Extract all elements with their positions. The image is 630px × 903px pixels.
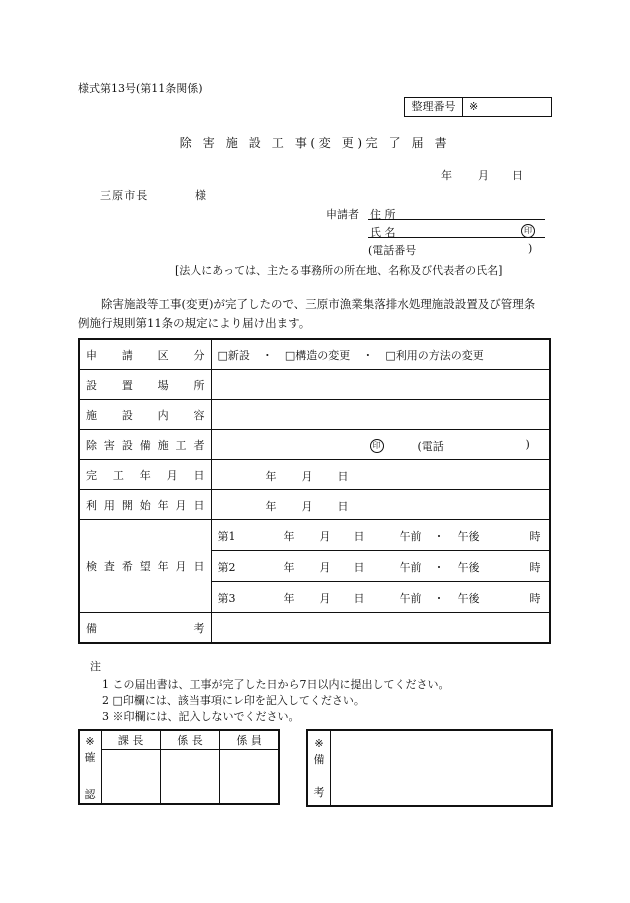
ampm-sep: ・ [433,592,445,605]
am-label: 午前 [399,592,422,605]
label-char: 設 [121,438,133,452]
completion-row [79,460,550,490]
label-char: 場 [157,378,169,392]
label-char: 内 [157,408,169,422]
address-underline[interactable] [368,219,545,220]
year-unit: 年 [283,561,295,574]
category-label [79,339,211,370]
usage-date[interactable] [211,490,550,520]
label-char: 施 [157,438,169,452]
inspection-ordinal: 第1 [217,530,236,543]
contractor-field[interactable] [211,430,550,460]
year-unit: 年 [265,470,277,483]
name-label: 氏 名 [370,226,396,239]
seal-icon: 印 [521,224,535,238]
day-unit: 日 [353,530,365,543]
date-year[interactable]: 年 [441,169,452,182]
corporate-note: [法人にあっては、主たる事務所の所在地、名称及び代表者の氏名] [175,264,503,277]
notes-heading: 注 [90,660,101,673]
note-item: 1 この届出書は、工事が完了した日から7日以内に提出してください。 [102,678,450,691]
date-month[interactable]: 月 [478,169,489,182]
applicant-stamp [521,223,535,238]
label-char: 年 [157,498,169,512]
location-field[interactable] [211,370,550,400]
pm-label: 午後 [457,530,480,543]
label-char: 工 [112,468,124,482]
confirm-mark: ※ [85,735,95,748]
label-char: 日 [193,498,205,512]
applicant-label: 申請者 [326,208,359,221]
label-char: 用 [103,498,115,512]
note-item: 3 ※印欄には、記入しないでください。 [102,710,300,723]
label-char: 査 [103,560,115,573]
location-row [79,370,550,400]
contractor-label [79,430,211,460]
location-label [79,370,211,400]
label-char: 害 [103,438,115,452]
inspection-slot-row[interactable] [212,520,550,551]
contractor-phone: (電話 [417,440,444,453]
label-char: 置 [121,378,133,392]
label-char: 完 [86,468,97,482]
phone-label: (電話番号 [368,244,417,257]
option-new[interactable]: □新設 [217,348,250,362]
month-unit: 月 [301,500,313,513]
hour-unit: 時 [529,561,541,574]
completion-date[interactable] [211,460,550,490]
remarks-field[interactable] [211,613,550,644]
day-unit: 日 [337,500,349,513]
contractor-phone-close: ) [525,438,530,451]
inspection-row [79,520,550,613]
form-title: 除 害 施 設 工 事(変 更)完 了 届 書 [179,136,451,150]
month-unit: 月 [319,561,331,574]
inspection-ordinal: 第3 [217,592,236,605]
option-structure[interactable]: □構造の変更 [284,348,351,362]
pm-label: 午後 [457,561,480,574]
office-remarks-box [306,729,553,807]
reference-number-value[interactable]: ※ [469,100,479,113]
confirm-side [79,730,101,804]
completion-label [79,460,211,490]
hour-unit: 時 [529,592,541,605]
year-unit: 年 [265,500,277,513]
label-char: 者 [193,438,205,452]
ampm-sep: ・ [433,530,445,543]
label-char: 分 [193,348,205,362]
content-field[interactable] [211,400,550,430]
label-char: 施 [86,408,97,422]
application-table [78,338,551,644]
label-char: 設 [121,408,133,422]
label-char: 希 [121,560,133,573]
address-label: 住 所 [370,208,396,221]
month-unit: 月 [319,530,331,543]
side-label-char: 認 [84,788,96,801]
body-line-2: 例施行規則第11条の規定により届け出ます。 [78,316,311,330]
label-char: 月 [175,560,187,573]
reference-number-box [404,97,552,117]
day-unit: 日 [353,561,365,574]
side-label-char: 考 [313,786,325,799]
category-options [211,339,550,370]
am-label: 午前 [399,561,422,574]
confirm-col-subsection-chief: 係 長 [160,730,219,749]
office-remarks-mark: ※ [314,737,324,750]
inspection-slot-row[interactable] [212,582,550,612]
confirm-col-staff: 係 員 [220,730,279,749]
hour-unit: 時 [529,530,541,543]
year-unit: 年 [283,530,295,543]
side-label-char: 備 [313,753,325,766]
am-label: 午前 [399,530,422,543]
side-label-char: 確 [84,751,96,764]
remarks-label [79,613,211,644]
note-item: 2 □印欄には、該当事項にレ印を記入してください。 [102,694,365,707]
usage-row [79,490,550,520]
addressee-suffix: 様 [195,189,206,202]
date-day[interactable]: 日 [512,169,523,182]
label-char: 年 [139,468,151,482]
addressee: 三原市長 [100,189,149,202]
option-sep: ・ [261,348,273,362]
inspection-label [79,520,211,613]
confirmation-box [78,729,280,805]
label-char: 望 [139,560,151,573]
form-number: 様式第13号(第11条関係) [78,82,203,95]
label-char: 日 [193,560,205,573]
phone-close: ) [528,242,533,255]
label-char: 工 [175,438,187,452]
label-char: 利 [86,498,97,512]
label-char: 申 [86,348,97,362]
inspection-slot-row[interactable] [212,551,550,582]
label-char: 開 [121,498,133,512]
month-unit: 月 [319,592,331,605]
label-char: 年 [157,560,169,573]
contractor-row [79,430,550,460]
pm-label: 午後 [457,592,480,605]
label-char: 除 [86,438,97,452]
seal-icon: 印 [370,439,384,453]
confirm-stamp-cell[interactable] [220,749,279,804]
inspection-slots [211,520,550,613]
label-char: 検 [86,560,97,573]
label-char: 日 [193,468,205,482]
year-unit: 年 [283,592,295,605]
confirm-stamp-cell[interactable] [160,749,219,804]
confirm-stamp-cell[interactable] [101,749,160,804]
inspection-ordinal: 第2 [217,561,236,574]
label-char: 区 [157,348,169,362]
category-row [79,339,550,370]
ampm-sep: ・ [433,561,445,574]
usage-label [79,490,211,520]
office-remarks-side [308,731,331,805]
label-char: 請 [121,348,133,362]
label-char: 備 [86,621,97,635]
option-usage[interactable]: □利用の方法の変更 [385,348,484,362]
label-char: 所 [193,378,205,392]
office-remarks-field[interactable] [331,731,551,805]
reference-number-label: 整理番号 [405,98,463,116]
label-char: 設 [86,378,97,392]
label-char: 月 [175,498,187,512]
label-char: 考 [193,621,205,635]
content-label [79,400,211,430]
name-underline[interactable] [368,237,545,238]
body-line-1: 除害施設等工事(変更)が完了したので、三原市漁業集落排水処理施設設置及び管理条 [101,297,536,311]
remarks-row [79,613,550,644]
option-sep: ・ [362,348,374,362]
label-char: 始 [139,498,151,512]
content-row [79,400,550,430]
label-char: 容 [193,408,205,422]
month-unit: 月 [301,470,313,483]
day-unit: 日 [353,592,365,605]
day-unit: 日 [337,470,349,483]
label-char: 月 [166,468,178,482]
confirm-col-section-chief: 課 長 [101,730,160,749]
label-char: 備 [139,438,151,452]
